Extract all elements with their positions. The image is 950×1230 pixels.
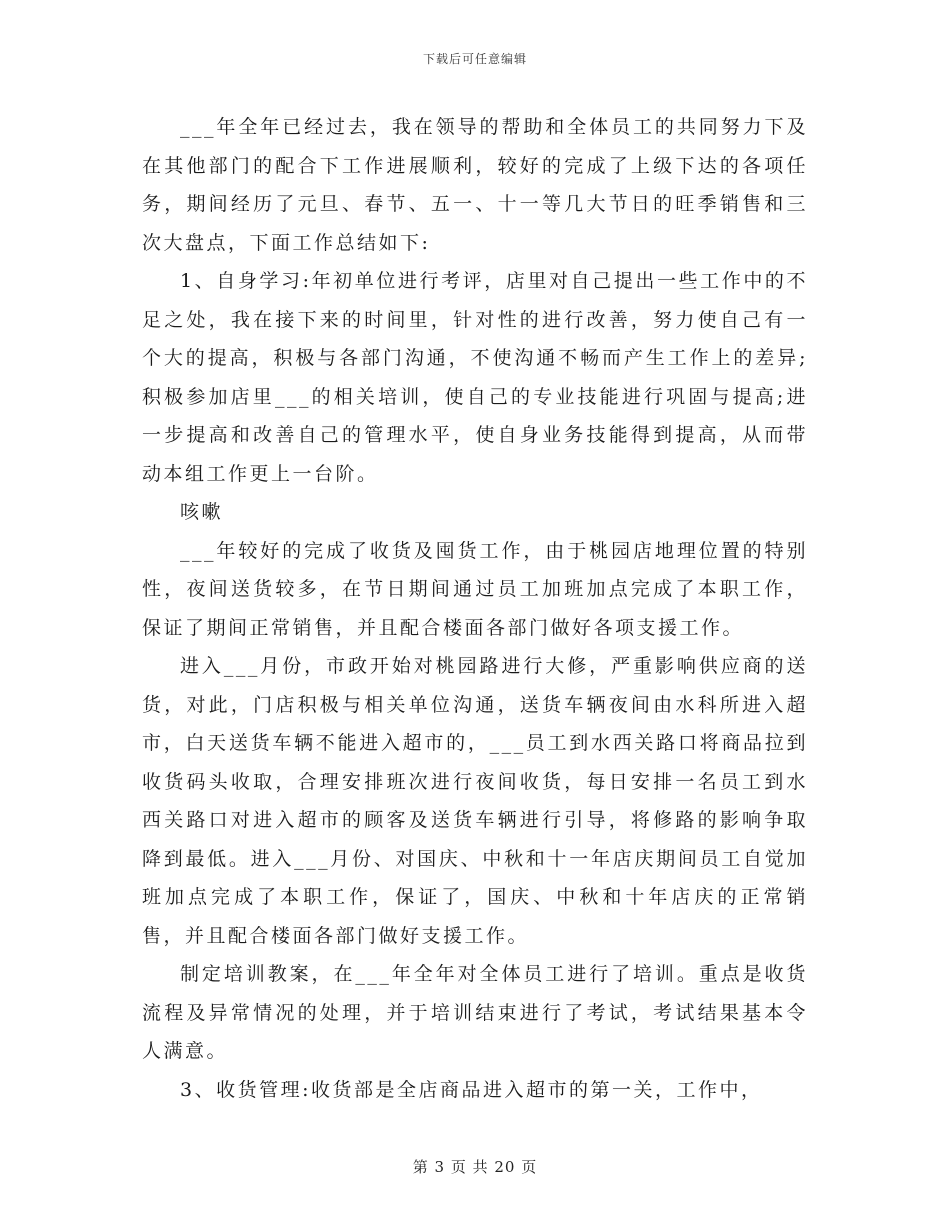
paragraph-receiving-work: ___年较好的完成了收货及囤货工作，由于桃园店地理位置的特别性，夜间送货较多，在节日期间通过员工加班加点完成了本职工作，保证了期间正常销售，并且配合楼面各部门做好各项支援工作。 <box>142 539 808 639</box>
page-header: 下载后可任意编辑 <box>422 52 527 66</box>
paragraph-self-study: 1、自身学习:年初单位进行考评，店里对自己提出一些工作中的不足之处，我在接下来的时间里，针对性的进行改善，努力使自己有一个大的提高，积极与各部门沟通，不使沟通不畅而产生工作上的差异;积极参加店里___的相关培训，使自己的专业技能进行巩固与提高;进一步提高和改善自己的管理水平，使自身业务技能得到提高，从而带动本组工作更上一台阶。 <box>142 270 808 485</box>
paragraph-heading-cough: 咳嗽 <box>180 501 224 523</box>
paragraph-training: 制定培训教案，在___年全年对全体员工进行了培训。重点是收货流程及异常情况的处理，并于培训结束进行了考试，考试结果基本令人满意。 <box>142 963 808 1062</box>
page-number: 第 3 页 共 20 页 <box>412 1158 538 1176</box>
paragraph-receiving-management: 3、收货管理:收货部是全店商品进入超市的第一关，工作中， <box>180 1078 763 1101</box>
paragraph-intro: ___年全年已经过去，我在领导的帮助和全体员工的共同努力下及在其他部门的配合下工作进展顺利，较好的完成了上级下达的各项任务，期间经历了元旦、春节、五一、十一等几大节日的旺季销售和三次大盘点，下面工作总结如下: <box>142 116 808 254</box>
document-body <box>142 108 808 1109</box>
paragraph-road-repair: 进入___月份，市政开始对桃园路进行大修，严重影响供应商的送货，对此，门店积极与相关单位沟通，送货车辆夜间由水科所进入超市，白天送货车辆不能进入超市的，___员工到水西关路口将商品拉到收货码头收取，合理安排班次进行夜间收货，每日安排一名员工到水西关路口对进入超市的顾客及送货车辆进行引导，将修路的影响争取降到最低。进入___月份、对国庆、中秋和十一年店庆期间员工自觉加班加点完成了本职工作，保证了，国庆、中秋和十年店庆的正常销售，并且配合楼面各部门做好支援工作。 <box>142 655 808 947</box>
